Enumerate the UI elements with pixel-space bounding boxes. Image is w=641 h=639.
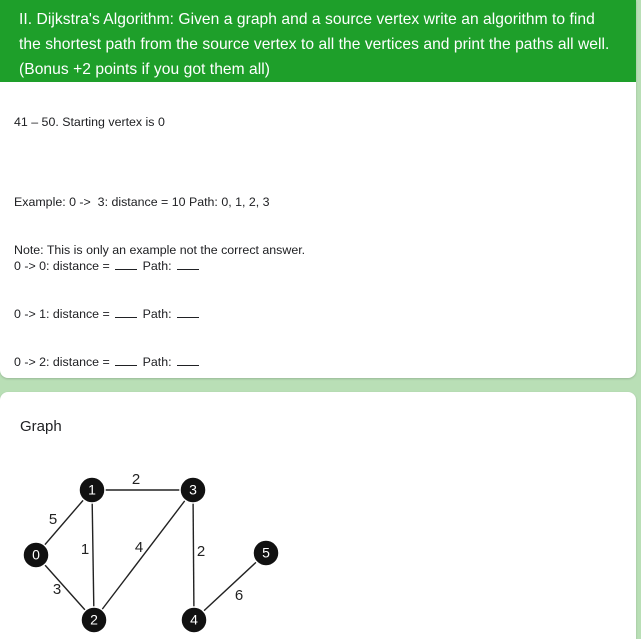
path-blank (177, 306, 199, 318)
graph-node-5 (253, 540, 279, 566)
graph-node-3 (180, 477, 206, 503)
graph-node-label: 5 (262, 544, 270, 561)
graph-title: Graph (20, 418, 62, 435)
graph-node-label: 1 (88, 481, 96, 498)
graph-node-2 (81, 607, 107, 633)
edge-weight-1-3: 2 (131, 470, 141, 488)
answer-line-2: 0 -> 2: distance = Path: (14, 354, 202, 370)
path-blank (177, 258, 199, 270)
distance-blank (115, 258, 137, 270)
graph-card (0, 392, 636, 639)
question-header (0, 0, 636, 82)
question-title: II. Dijkstra's Algorithm: Given a graph and a source vertex write an algorithm to find the shortest path from the source vertex to all the vertices and print the paths all well. (Bonus +2 points if you got them all) (19, 11, 610, 78)
graph-node-label: 3 (189, 481, 197, 498)
answer-line-0: 0 -> 0: distance = Path: (14, 258, 202, 274)
edge-2-3 (94, 490, 193, 620)
distance-blank (115, 354, 137, 366)
distance-blank (115, 306, 137, 318)
edge-weight-2-3: 4 (134, 538, 144, 556)
answer-line-1: 0 -> 1: distance = Path: (14, 306, 202, 322)
edge-4-5 (194, 553, 266, 620)
range-line: 41 – 50. Starting vertex is 0 (14, 115, 165, 129)
graph-node-label: 2 (90, 611, 98, 628)
example-line: Example: 0 -> 3: distance = 10 Path: 0, 1, 2, 3 (14, 195, 270, 209)
edge-weight-4-5: 6 (234, 586, 244, 604)
graph-node-label: 0 (32, 546, 40, 563)
edge-weight-0-2: 3 (52, 580, 62, 598)
graph-node-label: 4 (190, 611, 198, 628)
graph-node-1 (79, 477, 105, 503)
note-line: Note: This is only an example not the correct answer. (14, 243, 306, 257)
edge-3-4 (193, 490, 194, 620)
graph-node-4 (181, 607, 207, 633)
graph-diagram (0, 392, 636, 639)
edge-weight-0-1: 5 (48, 510, 58, 528)
edge-weight-1-2: 1 (80, 540, 90, 558)
edge-1-2 (92, 490, 94, 620)
path-blank (177, 354, 199, 366)
edge-weight-3-4: 2 (196, 542, 206, 560)
graph-node-0 (23, 542, 49, 568)
